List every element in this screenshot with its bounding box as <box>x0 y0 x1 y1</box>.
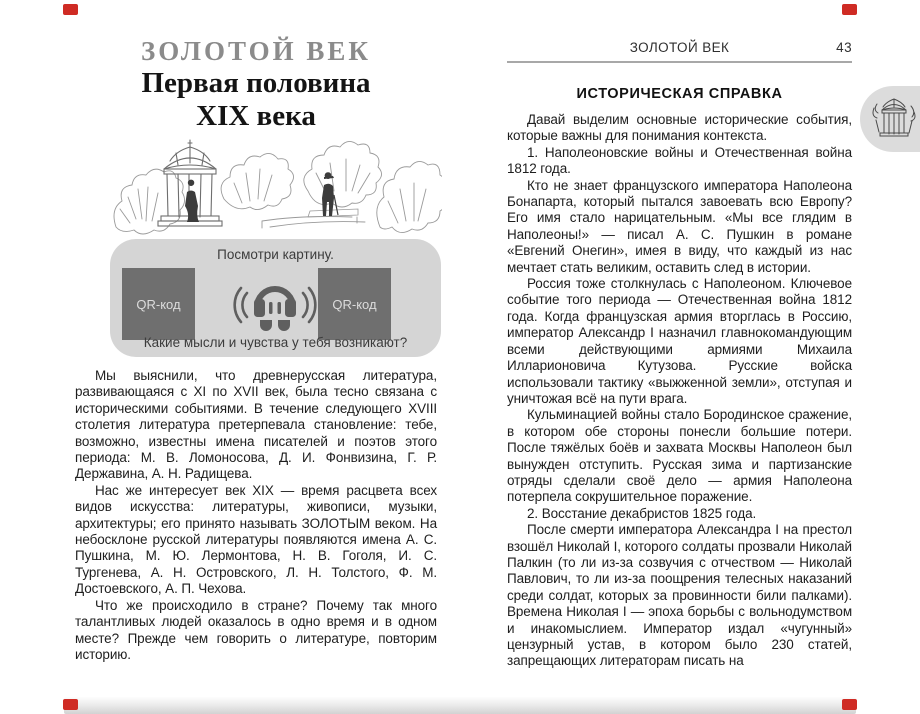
right-paragraph-3: Кто не знает французского императора Наполеона Бонапарта, который пытался завоевать всю Европу? Его имя стало нарицательным. «Мы все глядим в Наполеоны!» — писал А. С. Пушкин в романе «Евгений Онегин», имея в виду, что каждый из нас мечтает стать великим, оставить след в истории. <box>507 177 852 275</box>
activity-box <box>110 239 441 357</box>
corner-mark-top-left <box>63 4 78 15</box>
corner-mark-bottom-left <box>63 699 78 710</box>
running-head <box>507 40 852 55</box>
qr-left-label: QR-код <box>136 296 181 312</box>
right-page-body <box>507 112 852 670</box>
activity-bottom-prompt: Какие мысли и чувства у тебя возникают? <box>143 335 408 350</box>
right-paragraph-7: После смерти императора Александра I на престол взошёл Николай I, которого солдаты прозвали Николай Палкин (то ли из-за созвучия с отчеством — Николай Павлович, то ли из-за поощрения телесных наказаний среди солдат, которых за провинности били палками). Времена Николая I — эпоха борьбы с вольнодумством и инакомыслием. Император издал «чугунный» цензурный устав, в котором было 230 статей, запрещающих литераторам писать на <box>507 522 852 669</box>
chapter-tab <box>860 86 920 152</box>
chapter-title: ЗОЛОТОЙ ВЕК <box>140 36 372 66</box>
chapter-subtitle-line2: XIX века <box>196 100 316 132</box>
left-paragraph-2: Нас же интересует век XIX — время расцвета всех видов искусства: литературы, живописи, музыки, архитектуры; его принято называть ЗОЛОТЫМ веком. На небосклоне русской литературы появляются имена А. С. Пушкина, М. Ю. Лермонтова, Н. В. Гоголя, И. С. Тургенева, А. Н. Островского, Л. Н. Толстого, Ф. М. Достоевского, А. П. Чехова. <box>75 482 437 597</box>
park-gazebo-illustration <box>112 139 442 237</box>
right-paragraph-1: Давай выделим основные исторические события, которые важны для понимания контекста. <box>507 112 852 144</box>
right-paragraph-4: Россия тоже столкнулась с Наполеоном. Ключевое событие того периода — Отечественная война 1812 года. Когда французская армия вторглась в Россию, император Александр I назначил главнокомандующим всеми действующими армиями Михаила Илларионовича Кутузова. Русские войска использовали тактику «выжженной земли», отступая и уничтожая всё на пути врага. <box>507 276 852 406</box>
left-paragraph-1: Мы выяснили, что древнерусская литература, развивающаяся с XI по XVII век, была тесно связана с историческими событиями. В течение следующего XVIII столетия литература претерпевала становление: тебе, возможно, известны имена писателей и поэтов этого периода: М. В. Ломоносова, Д. И. Фонвизина, Г. Р. Державина, А. Н. Радищева. <box>75 368 437 482</box>
gazebo-chapter-tab-icon <box>872 96 916 142</box>
corner-mark-bottom-right <box>842 699 857 710</box>
header-rule <box>507 61 852 63</box>
right-paragraph-2: 1. Наполеоновские войны и Отечественная война 1812 года. <box>507 144 852 177</box>
page-number: 43 <box>836 40 852 55</box>
page-edge-shadow <box>64 697 856 714</box>
section-title: ИСТОРИЧЕСКАЯ СПРАВКА <box>576 86 783 102</box>
left-page-title-block <box>75 36 437 132</box>
left-page-body <box>75 368 437 663</box>
qr-right-label: QR-код <box>332 296 377 312</box>
activity-top-prompt: Посмотри картину. <box>217 247 334 262</box>
chapter-subtitle-line1: Первая половина <box>141 67 371 99</box>
qr-code-placeholder-right <box>318 268 391 340</box>
right-paragraph-6: 2. Восстание декабристов 1825 года. <box>527 505 757 521</box>
headphones-icon <box>233 273 317 331</box>
left-paragraph-3: Что же происходило в стране? Почему так много талантливых людей оказалось в одно время и в одном месте? Прежде чем говорить о литературе, повторим историю. <box>75 597 437 662</box>
qr-code-placeholder-left <box>122 268 195 340</box>
right-paragraph-5: Кульминацией войны стало Бородинское сражение, в котором обе стороны понесли большие потери. После тяжёлых боёв и захвата Москвы Наполеон был вынужден отступить. Русская зима и партизанские отряды сделали своё дело — армия Наполеона потерпела сокрушительное поражение. <box>507 407 852 505</box>
corner-mark-top-right <box>842 4 857 15</box>
running-head-text: ЗОЛОТОЙ ВЕК <box>629 40 730 55</box>
